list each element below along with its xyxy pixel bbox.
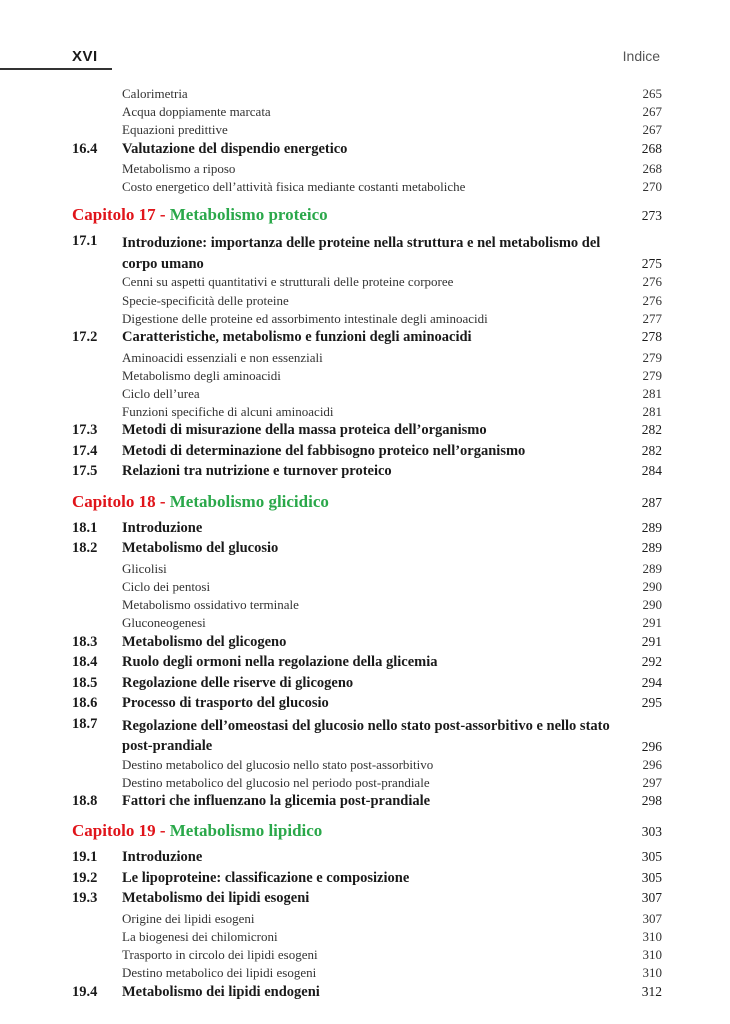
toc-page-number: 273	[641, 208, 662, 224]
toc-section-number: 18.7	[72, 715, 98, 732]
toc-chapter-label	[72, 205, 636, 225]
toc-subentry-label: Costo energetico dell’attività fisica mediante costanti metaboliche	[122, 179, 466, 195]
toc-subentry	[72, 579, 662, 597]
toc-page-number: 310	[642, 965, 662, 981]
toc-page-number: 267	[642, 122, 662, 138]
toc-section-number: 17.2	[72, 329, 98, 345]
toc-chapter-label	[72, 821, 636, 841]
toc-section-title: Metabolismo del glicogeno	[122, 633, 287, 650]
toc-page-number: 298	[641, 792, 662, 808]
chapter-title: Metabolismo proteico	[169, 205, 328, 225]
toc-section-title: Regolazione dell’omeostasi del glucosio nello stato post-assorbitivo e nello stato post-prandiale	[122, 717, 610, 754]
toc-page-number: 295	[641, 695, 662, 710]
toc-section-title: Le lipoproteine: classificazione e composizione	[122, 869, 410, 886]
toc-section-entry	[72, 654, 662, 675]
toc-subentry	[72, 615, 662, 633]
toc-chapter-heading	[72, 205, 662, 231]
toc-page-number: 268	[642, 161, 662, 177]
toc-subentry-label: Metabolismo degli aminoacidi	[122, 367, 281, 383]
toc-subentry-label: Gluconeogenesi	[122, 615, 206, 631]
toc-section-number: 18.1	[72, 519, 98, 536]
toc-subentry-label: Equazioni predittive	[122, 122, 228, 138]
toc-section-title: Valutazione del dispendio energetico	[122, 140, 348, 157]
toc-subentry	[72, 965, 662, 983]
toc-subentry-label: Calorimetria	[122, 86, 188, 101]
toc-subentry	[72, 561, 662, 579]
toc-section-number: 16.4	[72, 140, 98, 157]
toc-page-number: 289	[642, 560, 662, 576]
toc-subentry-label: Digestione delle proteine ed assorbimento intestinale degli aminoacidi	[122, 310, 488, 326]
toc-section-entry	[72, 422, 662, 443]
toc-subentry-label: Acqua doppiamente marcata	[122, 104, 271, 120]
chapter-separator: -	[155, 205, 170, 225]
toc-page-number: 305	[641, 869, 662, 885]
toc-page-number: 303	[641, 824, 662, 840]
toc-subentry	[72, 122, 662, 140]
toc-section-entry	[72, 141, 662, 162]
toc-subentry	[72, 179, 662, 197]
toc-subentry	[72, 404, 662, 422]
toc-subentry	[72, 911, 662, 929]
toc-section-entry	[72, 984, 662, 1005]
toc-section-title: Introduzione	[122, 849, 203, 866]
toc-page-number: 276	[642, 292, 662, 308]
toc-page-number: 267	[642, 104, 662, 120]
toc-subentry	[72, 368, 662, 386]
chapter-title: Metabolismo lipidico	[169, 821, 323, 841]
toc-page-number: 278	[641, 329, 662, 344]
page-header	[0, 0, 730, 72]
toc-page-number: 277	[642, 310, 662, 326]
toc-page-number: 297	[642, 774, 662, 790]
toc-page-number: 292	[641, 654, 662, 669]
toc-subentry-label: Trasporto in circolo dei lipidi esogeni	[122, 947, 318, 963]
toc-subentry	[72, 929, 662, 947]
toc-section-title: Ruolo degli ormoni nella regolazione della glicemia	[122, 654, 438, 670]
toc-section-entry	[72, 870, 662, 891]
toc-subentry-label: Ciclo dei pentosi	[122, 578, 211, 594]
toc-section-entry	[72, 520, 662, 541]
chapter-number: Capitolo 17	[72, 205, 156, 225]
toc-subentry-label: Origine dei lipidi esogeni	[122, 910, 255, 926]
toc-subentry	[72, 293, 662, 311]
toc-subentry	[72, 86, 662, 104]
toc-subentry	[72, 104, 662, 122]
toc-section-entry	[72, 675, 662, 696]
toc-section-number: 17.3	[72, 422, 98, 439]
toc-section-title: Caratteristiche, metabolismo e funzioni degli aminoacidi	[122, 329, 472, 345]
toc-page-number: 310	[642, 947, 662, 963]
chapter-title: Metabolismo glicidico	[169, 491, 329, 511]
toc-page-number: 276	[642, 274, 662, 290]
toc-page-number: 284	[641, 463, 662, 479]
toc-page-number: 305	[641, 849, 662, 865]
toc-subentry	[72, 311, 662, 329]
toc-section-entry	[72, 463, 662, 484]
toc-subentry	[72, 775, 662, 793]
header-rule	[0, 68, 112, 70]
toc-section-title: Regolazione delle riserve di glicogeno	[122, 674, 354, 691]
toc-section-entry	[72, 716, 662, 757]
toc-page-number: 289	[641, 519, 662, 535]
toc-section-number: 18.4	[72, 654, 98, 670]
toc-subentry-label: Destino metabolico del glucosio nel periodo post-prandiale	[122, 774, 430, 790]
toc-section-number: 18.5	[72, 674, 98, 691]
toc-section-title: Metabolismo dei lipidi endogeni	[122, 983, 320, 1000]
toc-section-number: 19.2	[72, 869, 98, 886]
toc-subentry	[72, 947, 662, 965]
toc-page-number: 294	[641, 674, 662, 690]
toc-page-number: 282	[641, 422, 662, 438]
chapter-number: Capitolo 18	[72, 491, 156, 511]
toc-section-number: 17.1	[72, 233, 98, 250]
toc-section-title: Introduzione	[122, 519, 203, 536]
toc-subentry-label: Destino metabolico del glucosio nello stato post-assorbitivo	[122, 756, 434, 772]
toc-section-entry	[72, 695, 662, 716]
toc-subentry	[72, 350, 662, 368]
toc-section-number: 18.6	[72, 695, 98, 711]
toc-section-title: Metodi di misurazione della massa proteica dell’organismo	[122, 422, 487, 439]
toc-subentry-label: Metabolismo a riposo	[122, 161, 236, 177]
toc-page-number: 281	[642, 404, 662, 420]
toc-page-number: 281	[642, 385, 662, 401]
toc-page-number: 290	[642, 597, 662, 613]
toc-subentry	[72, 597, 662, 615]
toc-subentry-label: Metabolismo ossidativo terminale	[122, 597, 299, 613]
toc-page-number: 268	[641, 140, 662, 156]
toc-subentry-label: Funzioni specifiche di alcuni aminoacidi	[122, 404, 334, 420]
toc-page-number: 296	[641, 738, 662, 754]
toc-page-number: 310	[642, 929, 662, 945]
toc-subentry	[72, 161, 662, 179]
toc-section-entry	[72, 329, 662, 350]
toc-chapter-heading	[72, 821, 662, 847]
toc-page-number: 307	[642, 910, 662, 926]
toc-section-entry	[72, 890, 662, 911]
toc-page-number: 279	[642, 349, 662, 365]
toc-subentry-label: Specie-specificità delle proteine	[122, 292, 289, 308]
toc-section-number: 19.3	[72, 890, 98, 907]
toc-section-entry	[72, 443, 662, 464]
toc-section-title: Metabolismo dei lipidi esogeni	[122, 890, 310, 907]
toc-page-number: 265	[642, 86, 662, 101]
toc-page-number: 282	[641, 442, 662, 458]
toc-page-number: 287	[641, 494, 662, 510]
page-number: XVI	[72, 48, 98, 65]
running-title: Indice	[622, 48, 660, 64]
toc-subentry-label: Cenni su aspetti quantitativi e strutturali delle proteine corporee	[122, 274, 454, 290]
toc-section-entry	[72, 634, 662, 655]
toc-section-number: 19.4	[72, 983, 98, 1000]
toc-section-number: 18.8	[72, 792, 98, 809]
toc-section-number: 18.3	[72, 633, 98, 650]
toc-page-number: 275	[641, 256, 662, 272]
toc-section-title: Relazioni tra nutrizione e turnover proteico	[122, 463, 392, 480]
chapter-separator: -	[155, 821, 170, 841]
toc-page-number: 291	[642, 615, 662, 631]
toc-section-number: 17.5	[72, 463, 98, 480]
toc-section-entry	[72, 793, 662, 814]
toc-subentry-label: La biogenesi dei chilomicroni	[122, 929, 278, 945]
toc-section-title: Metabolismo del glucosio	[122, 540, 279, 557]
toc-section-entry	[72, 849, 662, 870]
toc-page-number: 312	[641, 983, 662, 999]
toc-section-number: 17.4	[72, 442, 98, 459]
chapter-number: Capitolo 19	[72, 821, 156, 841]
toc-subentry-label: Destino metabolico dei lipidi esogeni	[122, 965, 317, 981]
toc-subentry	[72, 274, 662, 292]
toc-chapter-label	[72, 492, 636, 512]
toc-section-number: 19.1	[72, 849, 98, 866]
toc-page-number: 289	[641, 540, 662, 556]
toc-page-number: 290	[642, 578, 662, 594]
toc-section-title: Introduzione: importanza delle proteine nella struttura e nel metabolismo del corpo umano	[122, 235, 601, 272]
toc-section-title: Metodi di determinazione del fabbisogno proteico nell’organismo	[122, 442, 526, 459]
toc-subentry-label: Glicolisi	[122, 560, 167, 576]
toc-section-entry	[72, 540, 662, 561]
table-of-contents	[72, 86, 662, 1004]
toc-section-title: Fattori che influenzano la glicemia post-prandiale	[122, 792, 431, 809]
toc-section-number: 18.2	[72, 540, 98, 557]
toc-page-number: 279	[642, 367, 662, 383]
toc-page-number: 307	[641, 890, 662, 906]
toc-subentry-label: Ciclo dell’urea	[122, 385, 200, 401]
toc-page-number: 270	[642, 179, 662, 195]
toc-subentry	[72, 386, 662, 404]
toc-subentry	[72, 757, 662, 775]
toc-page-number: 296	[642, 756, 662, 772]
toc-section-entry	[72, 233, 662, 274]
chapter-separator: -	[155, 491, 170, 511]
toc-section-title: Processo di trasporto del glucosio	[122, 695, 329, 711]
toc-chapter-heading	[72, 492, 662, 518]
toc-subentry-label: Aminoacidi essenziali e non essenziali	[122, 349, 323, 365]
toc-page-number: 291	[641, 633, 662, 649]
